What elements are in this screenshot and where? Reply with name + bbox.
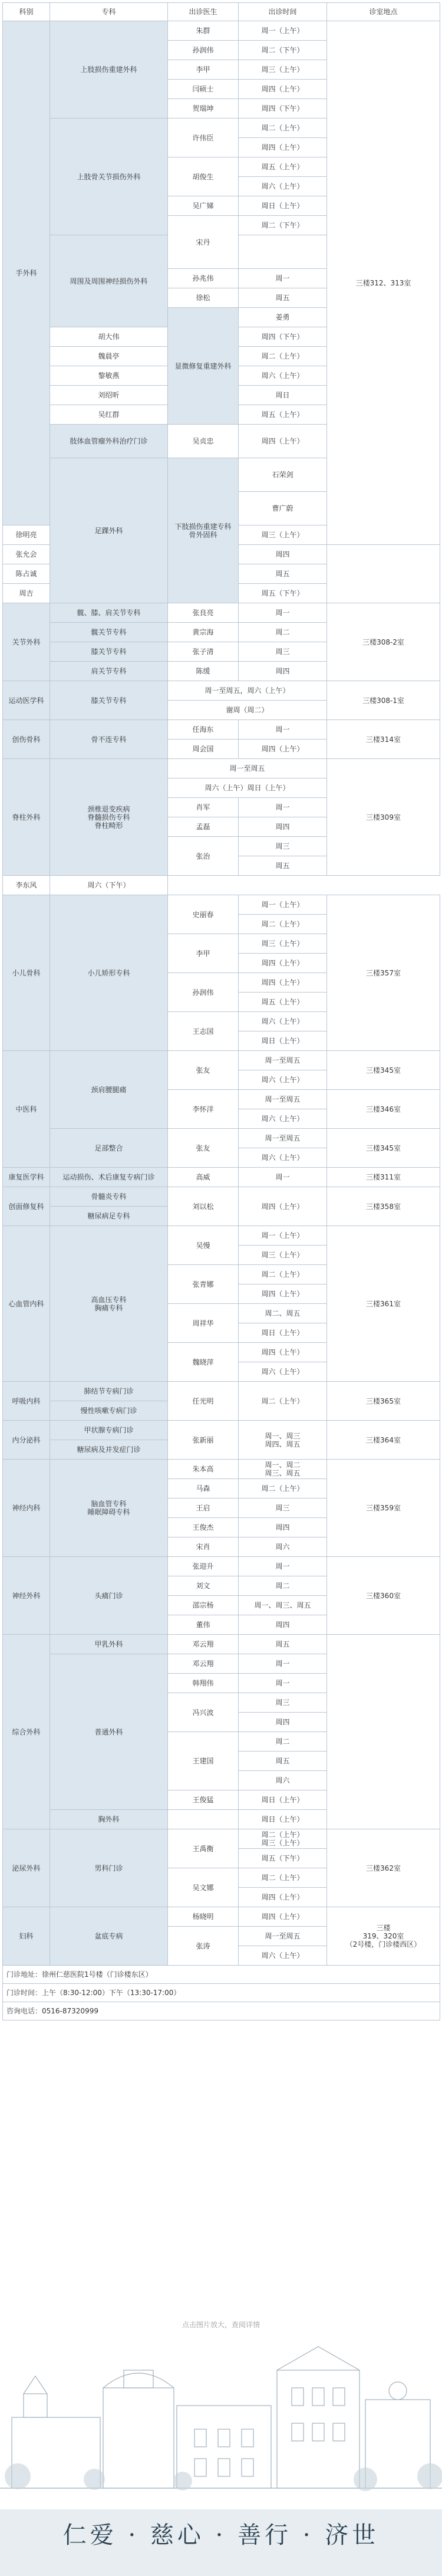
location-cell: 三楼358室 bbox=[327, 1187, 440, 1226]
time-cell: 周四 bbox=[239, 545, 327, 564]
dept-cell: 心血管内科 bbox=[3, 1226, 50, 1382]
time-cell: 周六（上午） bbox=[239, 366, 327, 386]
time-cell: 周四（上午） bbox=[239, 740, 327, 759]
dept-cell: 脊柱外科 bbox=[3, 759, 50, 876]
doctor-cell: 吴贞忠 bbox=[168, 425, 239, 458]
doctor-cell: 孙润伟 bbox=[168, 41, 239, 60]
schedule-row bbox=[3, 1168, 440, 1187]
time-cell: 周四 bbox=[239, 817, 327, 837]
time-cell: 周四（上午） bbox=[239, 954, 327, 973]
specialty-cell: 骨髓炎专科 bbox=[50, 1187, 168, 1207]
time-cell: 周六（上午） bbox=[239, 1109, 327, 1129]
specialty-cell: 慢性咳嗽专病门诊 bbox=[50, 1401, 168, 1421]
schedule-row bbox=[3, 1382, 440, 1401]
time-cell: 周一（上午） bbox=[239, 21, 327, 41]
specialty-cell: 糖尿病足专科 bbox=[50, 1207, 168, 1226]
time-cell: 周二（上午） 周三（上午） bbox=[239, 1829, 327, 1849]
header-specialty: 专科 bbox=[50, 3, 168, 21]
doctor-cell: 孙兆伟 bbox=[168, 269, 239, 288]
zoom-hint-text: 点击图片放大，查阅详情 bbox=[182, 2321, 260, 2329]
time-cell: 周二（上午） bbox=[239, 1479, 327, 1499]
specialty-cell: 小儿矫形专科 bbox=[50, 895, 168, 1051]
time-cell: 周四（下午） bbox=[239, 99, 327, 119]
doctor-cell: 陈占诚 bbox=[3, 564, 50, 584]
doctor-cell: 周祥华 bbox=[168, 1304, 239, 1343]
footer-info bbox=[3, 1966, 440, 2020]
location-cell: 三楼346室 bbox=[327, 1090, 440, 1129]
time-cell: 周四 bbox=[239, 1713, 327, 1732]
time-cell: 周五（下午） bbox=[239, 584, 327, 603]
specialty-cell: 上肢损伤重建外科 bbox=[50, 21, 168, 119]
time-cell: 周一（上午） bbox=[239, 1226, 327, 1246]
time-cell: 周一、周三、周五 bbox=[239, 1596, 327, 1615]
time-cell: 周四（上午） bbox=[239, 1888, 327, 1907]
time-cell: 周五 bbox=[239, 1752, 327, 1771]
doctor-cell: 邓云翔 bbox=[168, 1654, 239, 1674]
time-cell: 周六（下午） bbox=[50, 876, 168, 895]
schedule-row bbox=[3, 759, 440, 778]
dept-cell: 中医科 bbox=[3, 1051, 50, 1168]
time-cell: 周四（上午） bbox=[239, 80, 327, 99]
time-cell: 周三 bbox=[239, 642, 327, 662]
header-doctor: 出诊医生 bbox=[168, 3, 239, 21]
doctor-cell: 张治 bbox=[168, 837, 239, 876]
specialty-cell: 上肢骨关节损伤外科 bbox=[50, 119, 168, 235]
doctor-cell: 肖军 bbox=[168, 798, 239, 817]
time-cell: 周四（上午） bbox=[239, 973, 327, 993]
doctor-cell: 周一至周五，周六（上午） bbox=[168, 681, 327, 701]
time-cell: 周三（上午） bbox=[239, 934, 327, 954]
specialty-cell: 甲状腺专病门诊 bbox=[50, 1421, 168, 1440]
time-cell: 周日（上午） bbox=[239, 1790, 327, 1810]
doctor-cell: 朱群 bbox=[168, 21, 239, 41]
schedule-row bbox=[3, 681, 440, 701]
time-cell: 周五 bbox=[239, 564, 327, 584]
time-cell: 周日（上午） bbox=[239, 1031, 327, 1051]
schedule-row bbox=[3, 1421, 440, 1440]
doctor-cell: 谢周（周二） bbox=[168, 701, 327, 720]
location-cell: 三楼345室 bbox=[327, 1129, 440, 1168]
time-cell: 周四 bbox=[239, 1518, 327, 1537]
time-cell: 周日（上午） bbox=[239, 1810, 327, 1829]
footer-hours-row bbox=[3, 1984, 440, 2002]
schedule-row bbox=[3, 603, 440, 623]
doctor-cell: 张良亮 bbox=[168, 603, 239, 623]
doctor-cell: 董伟 bbox=[168, 1615, 239, 1635]
doctor-cell: 张友 bbox=[168, 1129, 239, 1168]
specialty-cell: 糖尿病及并发症门诊 bbox=[50, 1440, 168, 1460]
time-cell: 周三（上午） bbox=[239, 1246, 327, 1265]
location-cell: 三楼311室 bbox=[327, 1168, 440, 1187]
specialty-cell: 肩关节专科 bbox=[50, 662, 168, 681]
time-cell: 周一 bbox=[239, 1168, 327, 1187]
doctor-cell: 李甲 bbox=[168, 60, 239, 80]
footer-phone-row bbox=[3, 2002, 440, 2020]
doctor-cell: 胡俊生 bbox=[168, 157, 239, 196]
doctor-cell: 张子清 bbox=[168, 642, 239, 662]
specialty-cell: 下肢损伤重建专科 骨外固科 bbox=[168, 458, 239, 603]
time-cell: 周三（上午） bbox=[239, 525, 327, 545]
location-cell: 三楼314室 bbox=[327, 720, 440, 759]
time-cell: 周四 bbox=[239, 1615, 327, 1635]
specialty-cell: 男科门诊 bbox=[50, 1829, 168, 1907]
specialty-cell: 足部整合 bbox=[50, 1129, 168, 1168]
location-cell bbox=[327, 1635, 440, 1829]
doctor-cell bbox=[239, 235, 327, 269]
time-cell: 周六（上午） bbox=[239, 1946, 327, 1966]
location-cell: 三楼308-2室 bbox=[327, 603, 440, 681]
time-cell: 周四 bbox=[239, 662, 327, 681]
header-location: 诊室地点 bbox=[327, 3, 440, 21]
phone-label: 咨询电话： bbox=[6, 2007, 42, 2015]
doctor-cell: 高威 bbox=[168, 1168, 239, 1187]
specialty-cell: 普通外科 bbox=[50, 1654, 168, 1810]
location-cell: 三楼345室 bbox=[327, 1051, 440, 1090]
location-cell: 三楼308-1室 bbox=[327, 681, 440, 720]
time-cell: 周四（上午） bbox=[239, 1284, 327, 1304]
time-cell: 周二（下午） bbox=[239, 41, 327, 60]
doctor-cell: 贺瑞坤 bbox=[168, 99, 239, 119]
time-cell: 周一至周五 bbox=[239, 1927, 327, 1946]
time-cell: 周二（上午） bbox=[239, 1382, 327, 1421]
specialty-cell: 膝关节专科 bbox=[50, 681, 168, 720]
schedule-row bbox=[3, 876, 440, 895]
dept-cell: 运动医学科 bbox=[3, 681, 50, 720]
doctor-cell: 周吉 bbox=[3, 584, 50, 603]
dept-cell: 小儿骨科 bbox=[3, 895, 50, 1051]
doctor-cell: 王俊猛 bbox=[168, 1790, 239, 1810]
schedule-body bbox=[3, 21, 440, 1966]
doctor-cell bbox=[168, 1810, 239, 1829]
doctor-cell: 刘以松 bbox=[168, 1187, 239, 1226]
doctor-cell: 吴慢 bbox=[168, 1226, 239, 1265]
time-cell: 周一、周二 周三、周五 bbox=[239, 1460, 327, 1479]
specialty-cell: 肢体血管瘤外科治疗门诊 bbox=[50, 425, 168, 458]
doctor-cell: 邓云翔 bbox=[168, 1635, 239, 1654]
time-cell: 周日（上午） bbox=[239, 1323, 327, 1343]
doctor-cell: 周会国 bbox=[168, 740, 239, 759]
specialty-cell: 髋、膝、肩关节专科 bbox=[50, 603, 168, 623]
specialty-cell: 头痛门诊 bbox=[50, 1557, 168, 1635]
location-cell: 三楼364室 bbox=[327, 1421, 440, 1460]
specialty-cell: 膝关节专科 bbox=[50, 642, 168, 662]
location-cell: 三楼309室 bbox=[327, 759, 440, 876]
schedule-row bbox=[3, 1829, 440, 1849]
doctor-cell: 魏晨亭 bbox=[50, 347, 168, 366]
dept-cell: 呼吸内科 bbox=[3, 1382, 50, 1421]
doctor-cell: 姜勇 bbox=[239, 308, 327, 327]
doctor-cell: 李东风 bbox=[3, 876, 50, 895]
schedule-row bbox=[3, 1460, 440, 1479]
doctor-cell: 黄宗海 bbox=[168, 623, 239, 642]
time-cell: 周二（上午） bbox=[239, 119, 327, 138]
time-cell: 周五（上午） bbox=[239, 405, 327, 425]
time-cell: 周二（上午） bbox=[239, 1265, 327, 1284]
dept-cell: 关节外科 bbox=[3, 603, 50, 681]
doctor-cell: 陈缓 bbox=[168, 662, 239, 681]
doctor-cell: 徐明亮 bbox=[3, 525, 50, 545]
doctor-cell: 刘绍昕 bbox=[50, 386, 168, 405]
specialty-cell: 颈肩腰腿痛 bbox=[50, 1051, 168, 1129]
time-cell: 周一 bbox=[239, 269, 327, 288]
time-cell: 周四（上午） bbox=[239, 425, 327, 458]
bottom-banner bbox=[0, 2317, 442, 2576]
location-cell: 三楼359室 bbox=[327, 1460, 440, 1557]
dept-cell: 内分泌科 bbox=[3, 1421, 50, 1460]
schedule-row bbox=[3, 1557, 440, 1576]
address-label: 门诊地址： bbox=[6, 1970, 42, 1979]
time-cell: 周四（上午） bbox=[239, 1907, 327, 1927]
time-cell: 周二（下午） bbox=[239, 216, 327, 235]
hospital-building-illustration bbox=[0, 2335, 442, 2500]
slogan-band bbox=[0, 2509, 442, 2576]
doctor-cell: 杨晓明 bbox=[168, 1907, 239, 1927]
doctor-cell: 徐松 bbox=[168, 288, 239, 308]
time-cell: 周六（上午） bbox=[239, 1362, 327, 1382]
time-cell: 周六（上午） bbox=[239, 1148, 327, 1168]
time-cell: 周五（上午） bbox=[239, 993, 327, 1012]
time-cell: 周三 bbox=[239, 837, 327, 856]
time-cell: 周一 bbox=[239, 1557, 327, 1576]
doctor-cell: 许伟臣 bbox=[168, 119, 239, 157]
doctor-cell: 张允会 bbox=[3, 545, 50, 564]
doctor-cell: 魏晓萍 bbox=[168, 1343, 239, 1382]
schedule-row bbox=[3, 1129, 440, 1148]
time-cell: 周二、周五 bbox=[239, 1304, 327, 1323]
doctor-cell: 胡大伟 bbox=[50, 327, 168, 347]
time-cell: 周六（上午） bbox=[239, 1012, 327, 1031]
time-cell: 周四（上午） bbox=[239, 1343, 327, 1362]
time-cell: 周六 bbox=[239, 1771, 327, 1790]
doctor-cell: 王启 bbox=[168, 1499, 239, 1518]
schedule-row bbox=[3, 1051, 440, 1070]
specialty-cell: 肺结节专病门诊 bbox=[50, 1382, 168, 1401]
doctor-cell: 周一至周五 bbox=[168, 759, 327, 778]
time-cell: 周五（上午） bbox=[239, 157, 327, 177]
time-cell: 周日（上午） bbox=[239, 196, 327, 216]
location-cell: 三楼312、313室 bbox=[327, 21, 440, 545]
doctor-cell: 任光明 bbox=[168, 1382, 239, 1421]
doctor-cell: 张友 bbox=[168, 1051, 239, 1090]
specialty-cell: 显微修复重建外科 bbox=[168, 308, 239, 425]
header-time: 出诊时间 bbox=[239, 3, 327, 21]
time-cell: 周三 bbox=[239, 1693, 327, 1713]
doctor-cell: 马森 bbox=[168, 1479, 239, 1499]
schedule-row bbox=[3, 895, 440, 915]
dept-cell: 手外科 bbox=[3, 21, 50, 525]
time-cell: 周五 bbox=[239, 1635, 327, 1654]
doctor-cell: 吴广娣 bbox=[168, 196, 239, 216]
specialty-cell: 运动损伤、术后康复专病门诊 bbox=[50, 1168, 168, 1187]
time-cell: 周五 bbox=[239, 288, 327, 308]
time-cell: 周一、周三 周四、周五 bbox=[239, 1421, 327, 1460]
doctor-cell: 邵宗杨 bbox=[168, 1596, 239, 1615]
location-cell: 三楼357室 bbox=[327, 895, 440, 1051]
schedule-row bbox=[3, 720, 440, 740]
doctor-cell: 石荣剑 bbox=[239, 458, 327, 492]
time-cell: 周五（下午） bbox=[239, 1849, 327, 1868]
specialty-cell: 盆底专病 bbox=[50, 1907, 168, 1966]
doctor-cell: 刘文 bbox=[168, 1576, 239, 1596]
time-cell: 周五 bbox=[239, 856, 327, 876]
specialty-cell: 骨不连专科 bbox=[50, 720, 168, 759]
location-cell: 三楼362室 bbox=[327, 1829, 440, 1907]
footer-address-row bbox=[3, 1966, 440, 1984]
schedule-row bbox=[3, 1907, 440, 1927]
time-cell: 周三 bbox=[239, 1499, 327, 1518]
doctor-cell: 任海东 bbox=[168, 720, 239, 740]
time-cell: 周六 bbox=[239, 1537, 327, 1557]
doctor-cell: 孟磊 bbox=[168, 817, 239, 837]
hours-label: 门诊时间： bbox=[6, 1989, 42, 1997]
doctor-cell: 周六（上午）周日（上午） bbox=[168, 778, 327, 798]
specialty-cell: 胸外科 bbox=[50, 1810, 168, 1829]
specialty-cell: 脑血管专科 睡眠障碍专科 bbox=[50, 1460, 168, 1557]
dept-cell: 妇科 bbox=[3, 1907, 50, 1966]
time-cell: 周四（上午） bbox=[239, 1187, 327, 1226]
doctor-cell: 宋丹 bbox=[168, 216, 239, 269]
specialty-cell: 高血压专科 胸痛专科 bbox=[50, 1226, 168, 1382]
hours-value: 上午（8:30-12:00）下午（13:30-17:00） bbox=[42, 1989, 181, 1997]
doctor-cell: 闫硕士 bbox=[168, 80, 239, 99]
doctor-cell: 张迎升 bbox=[168, 1557, 239, 1576]
time-cell: 周一至周五 bbox=[239, 1090, 327, 1109]
dept-cell: 创面修复科 bbox=[3, 1187, 50, 1226]
time-cell: 周三（上午） bbox=[239, 60, 327, 80]
time-cell: 周四（上午） bbox=[239, 138, 327, 157]
doctor-cell: 曹广蔚 bbox=[239, 492, 327, 525]
dept-cell: 泌尿外科 bbox=[3, 1829, 50, 1907]
time-cell: 周二（上午） bbox=[239, 1868, 327, 1888]
time-cell: 周二 bbox=[239, 1732, 327, 1752]
doctor-cell: 张涛 bbox=[168, 1927, 239, 1966]
dept-cell: 综合外科 bbox=[3, 1635, 50, 1829]
specialty-cell: 周围及周围神经损伤外科 bbox=[50, 235, 168, 327]
doctor-cell: 李甲 bbox=[168, 934, 239, 973]
doctor-cell: 王禹衡 bbox=[168, 1829, 239, 1868]
doctor-cell: 史丽春 bbox=[168, 895, 239, 934]
time-cell: 周六（上午） bbox=[239, 177, 327, 196]
location-cell: 三楼360室 bbox=[327, 1557, 440, 1635]
outpatient-schedule-table bbox=[2, 2, 440, 2020]
dept-cell: 足踝外科 bbox=[50, 458, 168, 603]
schedule-row bbox=[3, 1187, 440, 1207]
dept-cell: 神经外科 bbox=[3, 1557, 50, 1635]
dept-cell: 神经内科 bbox=[3, 1460, 50, 1557]
specialty-cell: 髋关节专科 bbox=[50, 623, 168, 642]
time-cell: 周一至周五 bbox=[239, 1129, 327, 1148]
time-cell: 周一 bbox=[239, 798, 327, 817]
header-dept: 科别 bbox=[3, 3, 50, 21]
doctor-cell: 张青娜 bbox=[168, 1265, 239, 1304]
location-cell: 三楼 319、320室 （2号楼，门诊楼西区） bbox=[327, 1907, 440, 1966]
doctor-cell: 吴红群 bbox=[50, 405, 168, 425]
doctor-cell: 王俊杰 bbox=[168, 1518, 239, 1537]
doctor-cell: 张新丽 bbox=[168, 1421, 239, 1460]
doctor-cell: 韩翔伟 bbox=[168, 1674, 239, 1693]
specialty-cell: 甲乳外科 bbox=[50, 1635, 168, 1654]
dept-cell: 康复医学科 bbox=[3, 1168, 50, 1187]
header-row bbox=[3, 3, 440, 21]
time-cell: 周一 bbox=[239, 720, 327, 740]
doctor-cell: 黎敏燕 bbox=[50, 366, 168, 386]
time-cell: 周四（下午） bbox=[239, 327, 327, 347]
slogan-text: 仁爱 · 慈心 · 善行 · 济世 bbox=[62, 2522, 380, 2549]
schedule-row bbox=[3, 1635, 440, 1654]
time-cell: 周二（上午） bbox=[239, 915, 327, 934]
time-cell: 周二（上午） bbox=[239, 347, 327, 366]
doctor-cell: 王志国 bbox=[168, 1012, 239, 1051]
doctor-cell: 李怀洋 bbox=[168, 1090, 239, 1129]
location-cell: 三楼361室 bbox=[327, 1226, 440, 1382]
phone-value: 0516-87320999 bbox=[42, 2007, 98, 2015]
time-cell: 周一 bbox=[239, 603, 327, 623]
schedule-row bbox=[3, 21, 440, 41]
time-cell: 周二 bbox=[239, 1576, 327, 1596]
doctor-cell: 孙润伟 bbox=[168, 973, 239, 1012]
schedule-row bbox=[3, 1226, 440, 1246]
doctor-cell: 冯兴波 bbox=[168, 1693, 239, 1732]
time-cell: 周一 bbox=[239, 1654, 327, 1674]
time-cell: 周日 bbox=[239, 386, 327, 405]
address-value: 徐州仁慈医院1号楼（门诊楼东区） bbox=[42, 1970, 153, 1979]
time-cell: 周一 bbox=[239, 1674, 327, 1693]
time-cell: 周二 bbox=[239, 623, 327, 642]
dept-cell: 创伤骨科 bbox=[3, 720, 50, 759]
time-cell: 周六（上午） bbox=[239, 1070, 327, 1090]
location-cell: 三楼365室 bbox=[327, 1382, 440, 1421]
time-cell: 周一至周五 bbox=[239, 1051, 327, 1070]
doctor-cell: 朱本高 bbox=[168, 1460, 239, 1479]
doctor-cell: 宋肖 bbox=[168, 1537, 239, 1557]
specialty-cell: 颈椎退变疾病 脊髓损伤专科 脊柱畸形 bbox=[50, 759, 168, 876]
time-cell: 周一（上午） bbox=[239, 895, 327, 915]
doctor-cell: 王建国 bbox=[168, 1732, 239, 1790]
doctor-cell: 吴文娜 bbox=[168, 1868, 239, 1907]
